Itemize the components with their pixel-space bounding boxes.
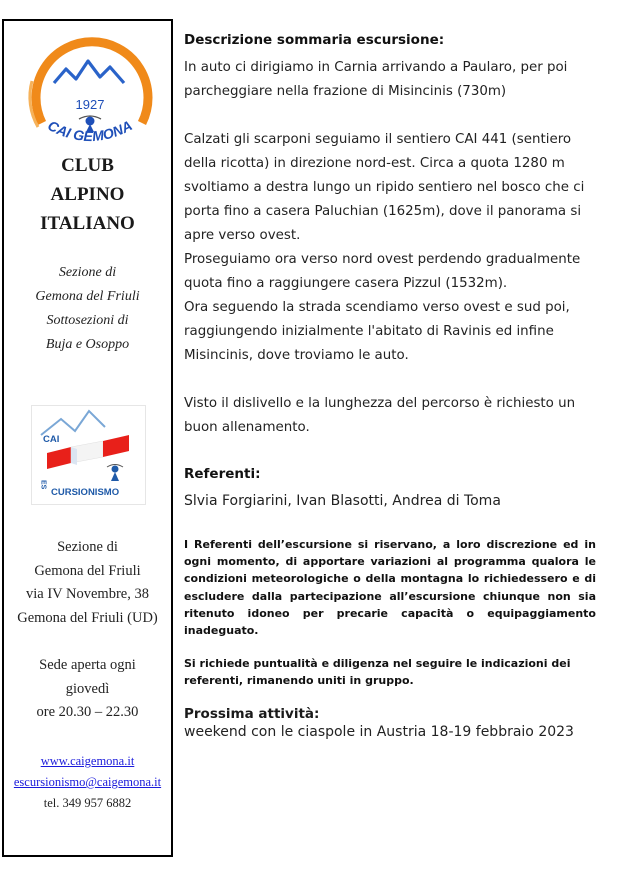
address-block <box>4 536 171 630</box>
sezione-line: Gemona del Friuli <box>35 289 140 304</box>
paragraph: Visto il dislivello e la lunghezza del percorso è richiesto un buon allenamento. <box>184 396 576 435</box>
club-name-line: ITALIANO <box>40 213 135 234</box>
phone-number: tel. 349 957 6882 <box>43 796 132 810</box>
logo-text: CAI GEMONA <box>45 117 135 145</box>
website-link[interactable]: www.caigemona.it <box>40 754 135 768</box>
next-activity-title: Prossima attività: <box>184 706 320 722</box>
sezione-line: Buja e Osoppo <box>45 337 130 352</box>
referenti-names: Slvia Forgiarini, Ivan Blasotti, Andrea di Toma <box>184 493 501 509</box>
address-line: Gemona del Friuli <box>34 562 141 579</box>
spacer <box>184 104 600 128</box>
next-activity-text: weekend con le ciaspole in Austria 18-19 febbraio 2023 <box>184 724 574 740</box>
escursionismo-word: CURSIONISMO <box>51 487 120 498</box>
paragraph: In auto ci dirigiamo in Carnia arrivando a Paularo, per poi parcheggiare nella frazione di Misincinis (730m) <box>184 60 568 99</box>
main-content <box>184 28 600 740</box>
cai-gemona-logo <box>24 31 156 149</box>
sidebar <box>2 19 173 857</box>
club-name-line: ALPINO <box>50 184 125 205</box>
referenti-title: Referenti: <box>184 466 261 482</box>
spacer <box>184 368 600 392</box>
contacts <box>4 751 171 814</box>
paragraph: Calzati gli scarponi seguiamo il sentiero CAI 441 (sentiero della ricotta) in direzione nord-est. Circa a quota 1280 m svoltiamo a destra lungo un ripido sentiero nel bosco che ci porta fino a casera Paluchian (1625m), dove il panorama si apre verso ovest. <box>184 132 585 243</box>
hours-line: ore 20.30 – 22.30 <box>36 704 139 720</box>
hours-line: giovedì <box>65 680 110 697</box>
disclaimer: I Referenti dell’escursione si riservano, a loro discrezione ed in ogni momento, di apportare variazioni al programma qualora le condizioni meteorologiche o della montagna lo richiedessero e di escludere dalla partecipazione all’escursione chiunque non sia ritenuto idoneo per precarie capacità o equipaggiamento inadeguato. <box>184 538 596 638</box>
sezione-info <box>4 261 171 357</box>
club-name-line: CLUB <box>61 155 114 176</box>
paragraph: Proseguiamo ora verso nord ovest perdendo gradualmente quota fino a raggiungere casera Pizzul (1532m). <box>184 252 581 291</box>
hours-line: Sede aperta ogni <box>39 657 136 673</box>
punctuality-note: Si richiede puntualità e diligenza nel seguire le indicazioni dei referenti, rimanendo uniti in gruppo. <box>184 657 571 688</box>
description-title: Descrizione sommaria escursione: <box>184 32 445 48</box>
escursionismo-es: ES <box>39 480 47 490</box>
address-line: Sezione di <box>57 539 118 555</box>
escursionismo-cai: CAI <box>43 434 60 445</box>
sezione-line: Sezione di <box>58 265 117 280</box>
escursionismo-logo <box>31 405 146 505</box>
address-line: Gemona del Friuli (UD) <box>17 609 158 626</box>
opening-hours <box>4 654 171 725</box>
email-link[interactable]: escursionismo@caigemona.it <box>13 775 162 789</box>
address-line: via IV Novembre, 38 <box>26 586 149 602</box>
paragraph: Ora seguendo la strada scendiamo verso ovest e sud poi, raggiungendo inizialmente l'abitato di Ravinis ed infine Misincinis, dove troviamo le auto. <box>184 300 570 363</box>
logo-year: 1927 <box>75 97 105 112</box>
sezione-line: Sottosezioni di <box>46 313 129 328</box>
club-name <box>4 151 171 238</box>
